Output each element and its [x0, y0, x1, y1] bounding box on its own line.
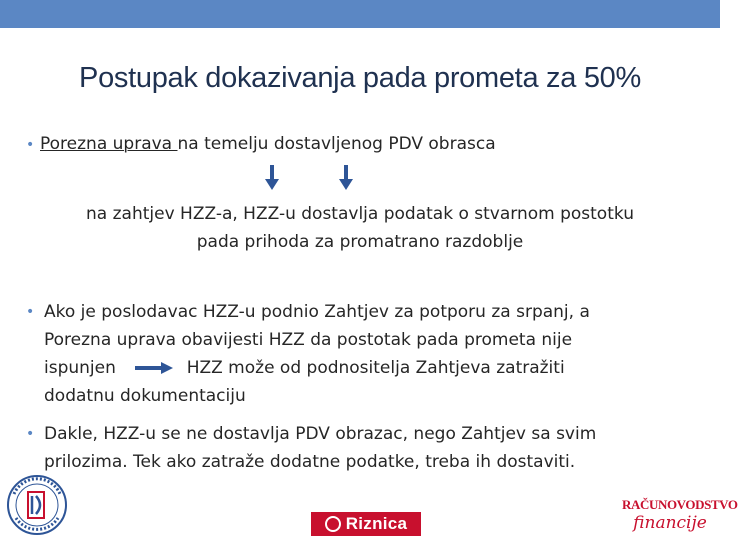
center-line-2: pada prihoda za promatrano razdoblje [196, 232, 524, 252]
arrow-down-icon [338, 165, 354, 191]
racunovodstvo-text: RAČUNOVODSTVO [622, 497, 738, 512]
slide-title: Postupak dokazivanja pada prometa za 50% [79, 62, 641, 94]
arrow-down-icon [264, 165, 280, 191]
financije-text: financije [633, 513, 707, 533]
bullet3-line-2: prilozima. Tek ako zatraže dodatne podatke, treba ih dostaviti. [44, 452, 576, 472]
porezna-uprava-underlined: Porezna uprava [40, 134, 178, 154]
bullet2-line-3-after: HZZ može od podnositelja Zahtjeva zatražiti [186, 358, 565, 378]
bullet2-line-2: Porezna uprava obavijesti HZZ da postotak pada prometa nije [44, 330, 573, 350]
bullet-porezna-uprava [26, 130, 496, 159]
center-line-1: na zahtjev HZZ-a, HZZ-u dostavlja podatak o stvarnom postotku [86, 204, 634, 224]
bullet2-line-3-before: ispunjen [44, 358, 116, 378]
riznica-seal-icon [325, 516, 341, 532]
arrow-right-icon [135, 362, 173, 374]
top-accent-bar [0, 0, 720, 28]
riznica-logo [311, 512, 421, 536]
bullet2-line-3 [44, 354, 684, 382]
association-seal-logo [6, 472, 68, 538]
bullet-poslodavac [26, 298, 684, 410]
bullet1-rest: na temelju dostavljenog PDV obrasca [177, 134, 496, 154]
bullet-icon: • [26, 137, 35, 153]
bullet-dakle [26, 420, 684, 476]
hzz-data-paragraph [40, 200, 680, 256]
bullet-icon: • [26, 304, 35, 320]
racunovodstvo-financije-logo [622, 497, 738, 539]
riznica-text: Riznica [345, 514, 408, 533]
bullet2-line-4: dodatnu dokumentaciju [44, 386, 246, 406]
bullet2-line-1: Ako je poslodavac HZZ-u podnio Zahtjev za potporu za srpanj, a [44, 302, 590, 322]
bullet3-line-1: Dakle, HZZ-u se ne dostavlja PDV obrazac, nego Zahtjev sa svim [44, 424, 597, 444]
bullet-icon: • [26, 426, 35, 442]
